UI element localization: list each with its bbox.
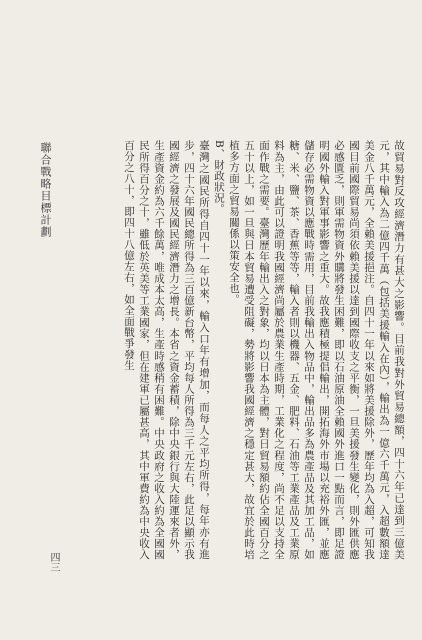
paragraph-trade: 故貿易對反攻經濟潛力有甚大之影響。目前我對外貿易總額，四十六年已達到三億美元，其中輸入為二億四千萬（包括美援輸入在內），輸出為一億六千萬元，入超數額達美金八千萬元，全賴美援挹注。自四十一年以來如將美援除外，歷年均為入超，可知我國目前國際貿易尚須依賴美援以達到國際收支之平衡，一旦美援發生變化，則外匯供應必感匱乏，則軍需物資外購將發生困難，即以石油原油全賴國外進口一點而言，即足證明國外輸入對軍事影響之重大。故我應積極提倡輸出，開拓海外市場以充裕外匯，並應儲存必需物資以應戰時需用，目前我輸出入物品中，輸出品多為農產品及其加工品，如糖、米、鹽、茶、香蕉等等，輸入者則以機器、五金、肥料、石油等工業產品及工業原料為主，由此可以證明我國經濟尚屬於農業生產時期，工業化之程度，尚不足以支持全面作戰之需要。臺灣歷年輸出入之對象，均以日本為主體，對日貿易額約佔全國百分之五十以上，如一旦與日本貿易遭受阻礙，勢將影響我國經濟之穩定甚大，故宜於此時培植多方面之貿易關係以策安全也。	[228, 140, 405, 560]
paragraph-finance: 臺灣之國民所得自四十一年以來，輸入口年有增加，而每人之平均所得，每年亦有進步，四十六年國民總所得為三百億新台幣，平均每人所得為三千元左右，此足以顯示我國經濟之發展及國民經濟潛力之增長。本省之資金蓄積，除中央銀行與大陸運來者外，生產資金約為六千餘萬，唯成本太高，生產時感稍有困難。中央政府之收入約為全國國民所得百分之十，雖低於英美等工業國家，但在建軍已屬甚高，其中軍費約為中央收入百分之八十，即四十八億左右，如全面戰爭發生	[123, 140, 210, 560]
page-number: 四三	[48, 552, 59, 572]
main-text	[66, 140, 406, 560]
section-heading: B、財政狀況。	[213, 140, 225, 215]
running-title: 聯合戰略目標計劃	[39, 142, 52, 238]
